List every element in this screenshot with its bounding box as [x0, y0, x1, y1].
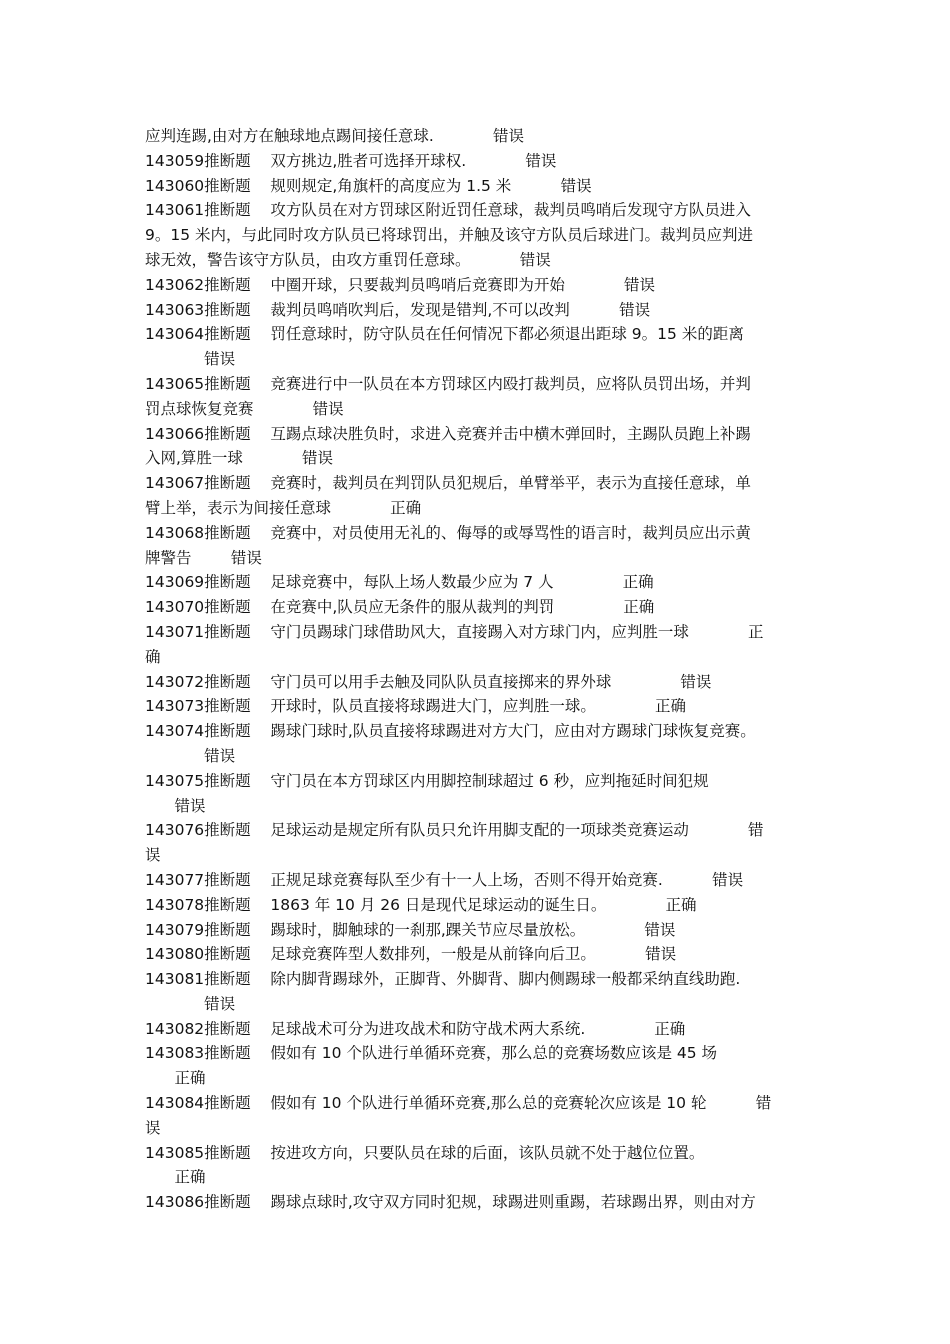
text-line: 错误	[145, 796, 206, 815]
text-line: 143071推断题 守门员踢球门球借助风大，直接踢入对方球门内，应判胜一球 正	[145, 622, 764, 641]
text-line: 143070推断题 在竞赛中,队员应无条件的服从裁判的判罚 正确	[145, 598, 655, 617]
text-line: 143081推断题 除内脚背踢球外，正脚背、外脚背、脚内侧踢球一般都采纳直线助跑.	[145, 970, 741, 989]
text-line: 正确	[145, 1168, 206, 1187]
text-line: 143068推断题 竞赛中，对员使用无礼的、侮辱的或辱骂性的语言时，裁判员应出示黄	[145, 523, 751, 542]
text-line: 143060推断题 规则规定,角旗杆的高度应为 1.5 米 错误	[145, 176, 592, 195]
text-line: 143074推断题 踢球门球时,队员直接将球踢进对方大门，应由对方踢球门球恢复竞赛。	[145, 722, 756, 741]
text-line: 罚点球恢复竞赛 错误	[145, 399, 344, 418]
text-line: 143059推断题 双方挑边,胜者可选择开球权. 错误	[145, 151, 557, 170]
text-line: 143076推断题 足球运动是规定所有队员只允许用脚支配的一项球类竞赛运动 错	[145, 821, 764, 840]
text-line: 143078推断题 1863 年 10 月 26 日是现代足球运动的诞生日。 正确	[145, 895, 697, 914]
text-line: 143067推断题 竞赛时，裁判员在判罚队员犯规后，单臂举平，表示为直接任意球，单	[145, 474, 751, 493]
text-line: 143066推断题 互踢点球决胜负时，求进入竞赛并击中横木弹回时，主踢队员跑上补踢	[145, 424, 751, 443]
text-line: 143069推断题 足球竞赛中，每队上场人数最少应为 7 人 正确	[145, 573, 654, 592]
text-line: 143086推断题 踢球点球时,攻守双方同时犯规，球踢进则重踢，若球踢出界，则由对方	[145, 1193, 756, 1212]
text-line: 143073推断题 开球时，队员直接将球踢进大门，应判胜一球。 正确	[145, 697, 687, 716]
text-line: 误	[145, 846, 161, 865]
document-body	[145, 124, 810, 1215]
text-line: 错误	[145, 350, 236, 369]
text-line: 误	[145, 1118, 161, 1137]
text-line: 球无效，警告该守方队员，由攻方重罚任意球。 错误	[145, 250, 551, 269]
text-line: 143063推断题 裁判员鸣哨吹判后，发现是错判,不可以改判 错误	[145, 300, 651, 319]
text-line: 143085推断题 按进攻方向，只要队员在球的后面，该队员就不处于越位位置。	[145, 1143, 705, 1162]
text-line: 143080推断题 足球竞赛阵型人数排列，一般是从前锋向后卫。 错误	[145, 945, 677, 964]
text-line: 应判连踢,由对方在触球地点踢间接任意球. 错误	[145, 127, 524, 145]
text-line: 143072推断题 守门员可以用手去触及同队队员直接掷来的界外球 错误	[145, 672, 712, 691]
text-line: 入网,算胜一球 错误	[145, 449, 334, 468]
text-line: 143065推断题 竞赛进行中一队员在本方罚球区内殴打裁判员，应将队员罚出场，并判	[145, 374, 751, 393]
text-line: 9。15 米内，与此同时攻方队员已将球罚出，并触及该守方队员后球进门。裁判员应判进	[145, 226, 754, 245]
text-line: 143062推断题 中圈开球，只要裁判员鸣哨后竞赛即为开始 错误	[145, 275, 656, 294]
text-line: 牌警告 错误	[145, 548, 262, 567]
text-line: 错误	[145, 746, 236, 765]
text-line: 臂上举，表示为间接任意球 正确	[145, 498, 422, 517]
text-line: 143082推断题 足球战术可分为进攻战术和防守战术两大系统. 正确	[145, 1019, 686, 1038]
text-line: 143077推断题 正规足球竞赛每队至少有十一人上场，否则不得开始竞赛. 错误	[145, 870, 744, 889]
text-line: 143084推断题 假如有 10 个队进行单循环竞赛,那么总的竞赛轮次应该是 10 轮 错	[145, 1094, 772, 1113]
text-line: 143061推断题 攻方队员在对方罚球区附近罚任意球，裁判员鸣哨后发现守方队员进入	[145, 201, 751, 220]
text-line: 143064推断题 罚任意球时，防守队员在任何情况下都必须退出距球 9。15 米的距离	[145, 325, 744, 344]
text-line: 正确	[145, 1069, 206, 1088]
text-line: 143075推断题 守门员在本方罚球区内用脚控制球超过 6 秒，应判拖延时间犯规	[145, 771, 709, 790]
text-line: 错误	[145, 994, 236, 1013]
text-line: 143083推断题 假如有 10 个队进行单循环竞赛，那么总的竞赛场数应该是 45 场	[145, 1044, 718, 1063]
text-line: 143079推断题 踢球时，脚触球的一刹那,踝关节应尽量放松。 错误	[145, 920, 676, 939]
text-line: 确	[145, 647, 161, 666]
